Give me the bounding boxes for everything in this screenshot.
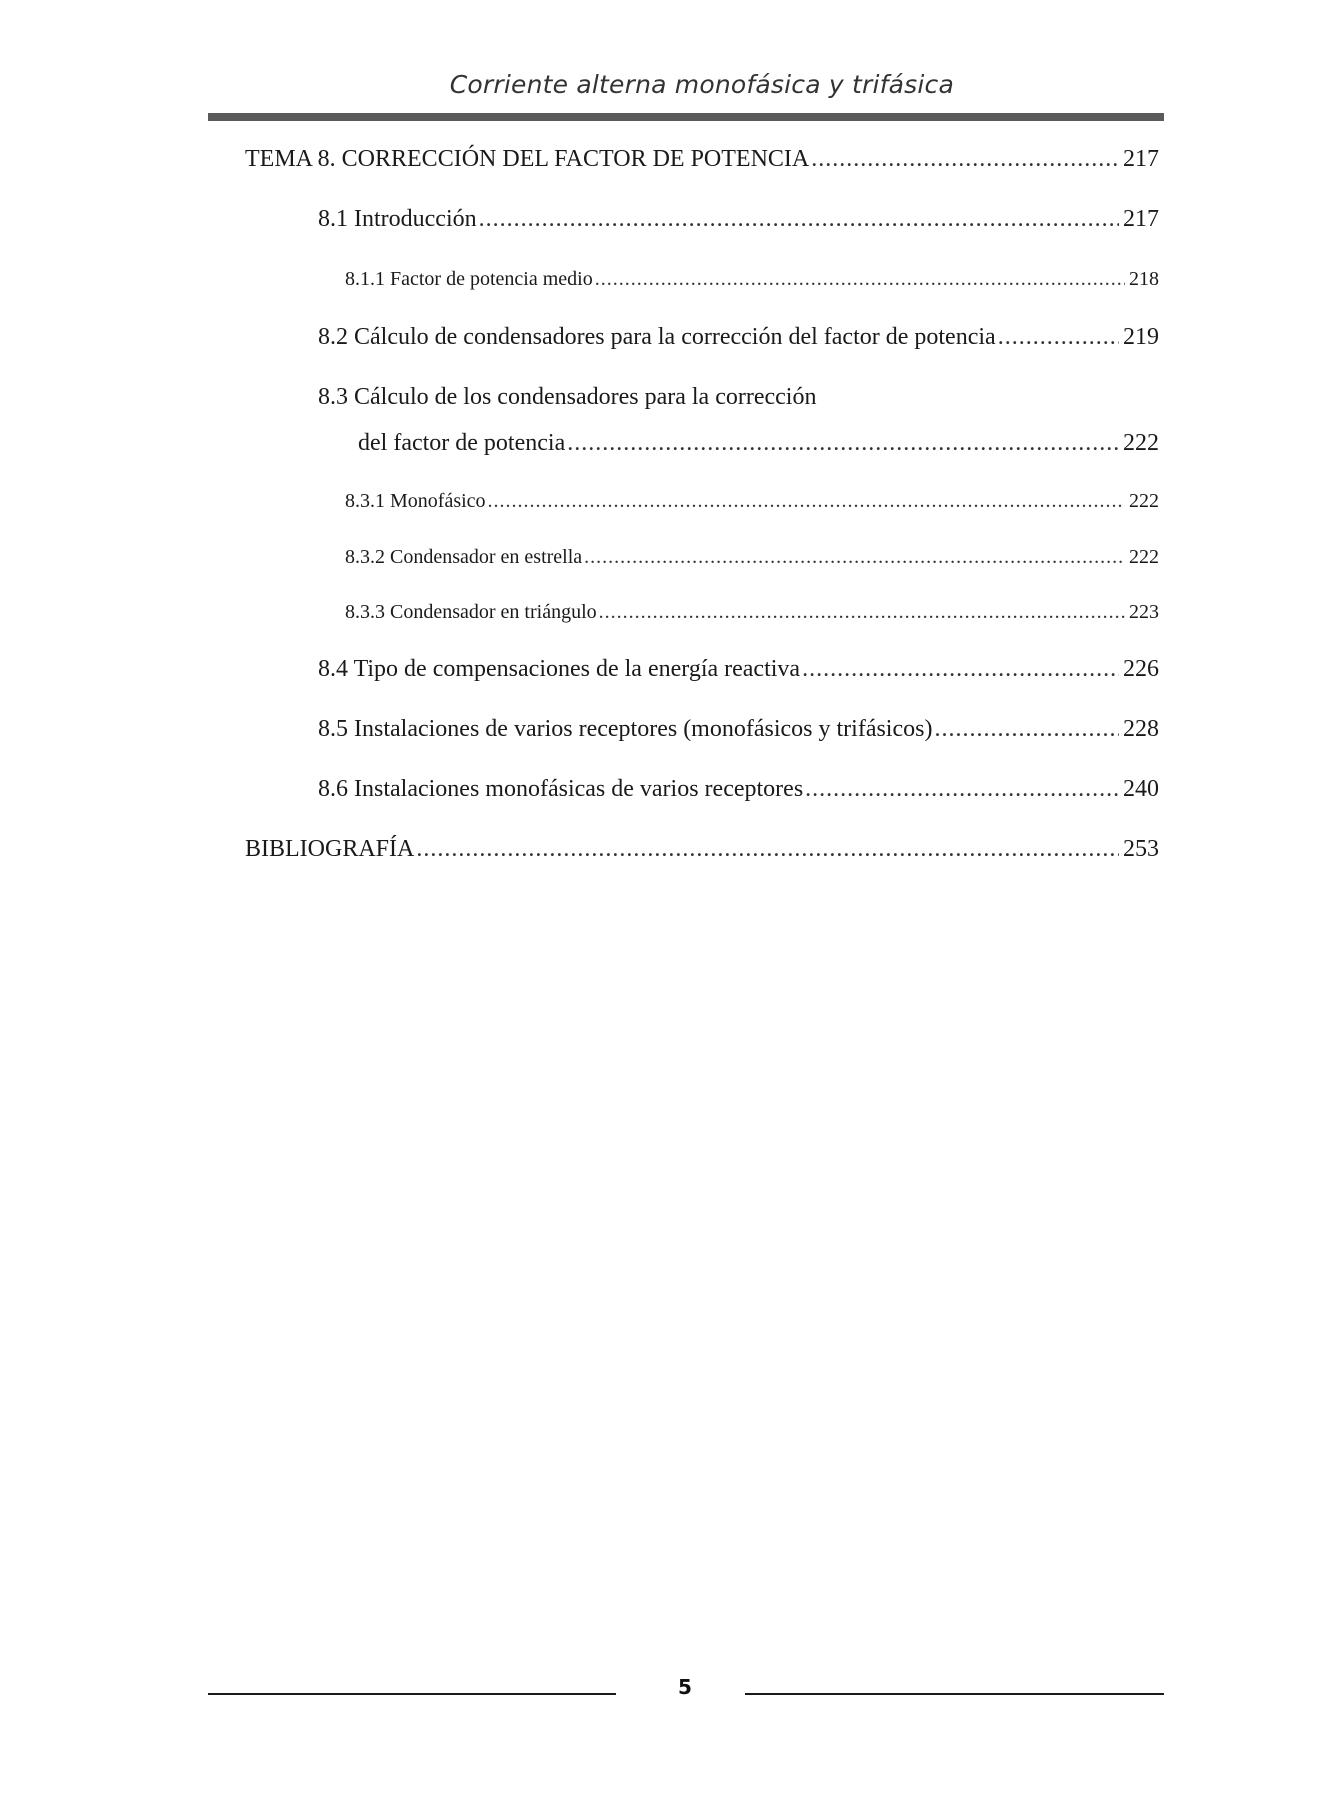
toc-leader-dots <box>595 268 1125 291</box>
toc-entry-label: del factor de potencia <box>358 430 566 456</box>
toc-entry-page: 222 <box>1129 546 1159 568</box>
toc-entry-page: 218 <box>1129 268 1159 290</box>
toc-entry-8-1-1[interactable] <box>345 268 1159 291</box>
toc-entry-8-3-first-line[interactable]: 8.3 Cálculo de los condensadores para la corrección <box>318 384 817 410</box>
toc-entry-label: TEMA 8. CORRECCIÓN DEL FACTOR DE POTENCIA <box>245 146 810 172</box>
toc-entry-page: 240 <box>1123 776 1159 802</box>
toc-leader-dots <box>584 546 1125 569</box>
toc-entry-8-4[interactable] <box>318 656 1159 683</box>
toc-entry-page: 223 <box>1129 601 1159 623</box>
toc-entry-page: 219 <box>1123 324 1159 350</box>
toc-entry-page: 222 <box>1129 490 1159 512</box>
footer-rule-right <box>745 1693 1164 1695</box>
toc-leader-dots <box>805 776 1119 803</box>
toc-entry-label: 8.4 Tipo de compensaciones de la energía reactiva <box>318 656 801 682</box>
toc-entry-8-3-3[interactable] <box>345 601 1159 624</box>
toc-entry-label: 8.3.3 Condensador en triángulo <box>345 601 597 623</box>
toc-entry-8-2[interactable] <box>318 324 1159 351</box>
toc-entry-8-3[interactable] <box>358 430 1159 457</box>
toc-entry-page: 226 <box>1123 656 1159 682</box>
toc-entry-page: 228 <box>1123 716 1159 742</box>
toc-leader-dots <box>802 656 1119 683</box>
toc-entry-page: 217 <box>1123 206 1159 232</box>
toc-entry-8-3-2[interactable] <box>345 546 1159 569</box>
toc-entry-label: BIBLIOGRAFÍA <box>245 836 415 862</box>
toc-entry-label: 8.5 Instalaciones de varios receptores (monofásicos y trifásicos) <box>318 716 933 742</box>
toc-entry-label: 8.3.1 Monofásico <box>345 490 486 512</box>
toc-entry-bibliografia[interactable] <box>245 836 1159 863</box>
footer-rule-left <box>208 1693 616 1695</box>
toc-entry-8-5[interactable] <box>318 716 1159 743</box>
toc-entry-8-3-1[interactable] <box>345 490 1159 513</box>
page-number: 5 <box>678 1675 692 1699</box>
toc-entry-page: 253 <box>1123 836 1159 862</box>
toc-entry-page: 222 <box>1123 430 1159 456</box>
toc-entry-label: 8.6 Instalaciones monofásicas de varios receptores <box>318 776 804 802</box>
toc-entry-label: 8.1 Introducción <box>318 206 477 232</box>
toc-entry-label: 8.2 Cálculo de condensadores para la corrección del factor de potencia <box>318 324 996 350</box>
toc-leader-dots <box>934 716 1119 743</box>
toc-leader-dots <box>416 836 1119 863</box>
toc-entry-tema-8[interactable] <box>245 146 1159 173</box>
toc-leader-dots <box>488 490 1125 513</box>
toc-entry-8-1[interactable] <box>318 206 1159 233</box>
toc-entry-label: 8.3.2 Condensador en estrella <box>345 546 583 568</box>
toc-leader-dots <box>998 324 1119 351</box>
toc-entry-8-6[interactable] <box>318 776 1159 803</box>
page-header-title: Corriente alterna monofásica y trifásica <box>449 70 954 99</box>
toc-entry-label: 8.1.1 Factor de potencia medio <box>345 268 593 290</box>
toc-leader-dots <box>567 430 1119 457</box>
toc-leader-dots <box>599 601 1125 624</box>
toc-entry-page: 217 <box>1123 146 1159 172</box>
toc-leader-dots <box>811 146 1119 173</box>
toc-leader-dots <box>479 206 1119 233</box>
